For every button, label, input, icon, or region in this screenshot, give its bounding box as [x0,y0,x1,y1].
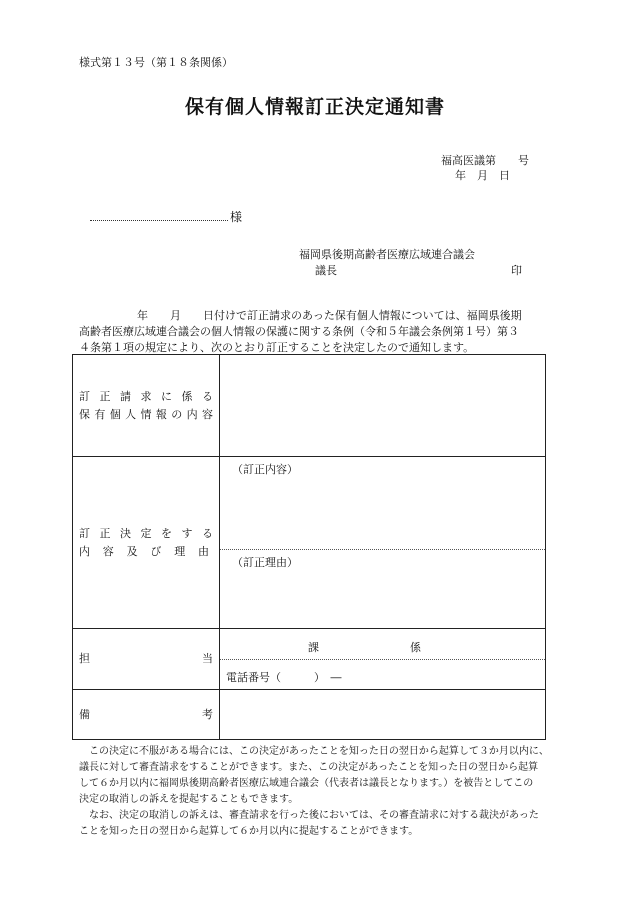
decision-table [72,354,546,740]
notice-line-1: 年 月 日付けで訂正請求のあった保有個人情報については、福岡県後期 [137,309,522,322]
contact-cell [220,629,546,690]
info-content-field[interactable] [220,355,546,457]
decision-label: 訂正決定をする 内容及び理由 [73,457,220,629]
correction-reason-label: （訂正理由） [232,556,298,569]
document-title: 保有個人情報訂正決定通知書 [184,96,445,118]
subsection-label: 係 [410,641,421,654]
table-row [73,629,546,690]
notice-line-2: 高齢者医療広域連合議会の個人情報の保護に関する条例（令和５年議会条例第１号）第３ [79,325,519,338]
form-number: 様式第１３号（第１８条関係） [79,56,233,69]
addressee-name-blank[interactable] [90,210,228,221]
appeal-line-5: なお、決定の取消しの訴えは、審査請求を行った後においては、その審査請求に対する裁決があった [89,810,539,821]
appeal-notice [79,744,557,840]
phone-line[interactable] [220,660,545,689]
department-line[interactable] [220,629,545,660]
table-row [73,690,546,740]
correction-content-label: （訂正内容） [232,463,298,476]
addressee-honorific: 様 [230,210,243,224]
phone-label: 電話番号（ ） ― [226,671,342,684]
contact-label: 担当 [73,629,220,690]
issue-date: 年 月 日 [455,169,510,182]
issuer-organization: 福岡県後期高齢者医療広域連合議会 [299,248,475,261]
addressee [90,208,242,225]
correction-reason-field[interactable] [220,550,545,628]
issuer-title: 議長 [315,264,337,277]
decision-content-cell [220,457,546,629]
appeal-line-2: 議長に対して審査請求をすることができます。また、この決定があったことを知った日の翌日から起算 [79,762,539,773]
appeal-line-6: ことを知った日の翌日から起算して６か月以内に提起することができます。 [79,826,419,837]
notice-body [79,308,549,356]
info-content-label: 訂正請求に係る 保有個人情報の内容 [73,355,220,457]
correction-content-field[interactable] [220,457,545,550]
section-label: 課 [308,641,319,654]
seal-mark: 印 [511,264,522,277]
remarks-label: 備考 [73,690,220,740]
appeal-line-1: この決定に不服がある場合には、この決定があったことを知った日の翌日から起算して３か月以内に、 [89,746,549,757]
remarks-field[interactable] [220,690,546,740]
reference-number: 福高医議第 号 [441,154,529,167]
table-row [73,457,546,629]
notice-line-3: ４条第１項の規定により、次のとおり訂正することを決定したので通知します。 [79,341,475,354]
appeal-line-3: して６か月以内に福岡県後期高齢者医療広域連合議会（代表者は議長となります。）を被告としてこの [79,778,534,789]
table-row [73,355,546,457]
appeal-line-4: 決定の取消しの訴えを提起することもできます。 [79,794,299,805]
